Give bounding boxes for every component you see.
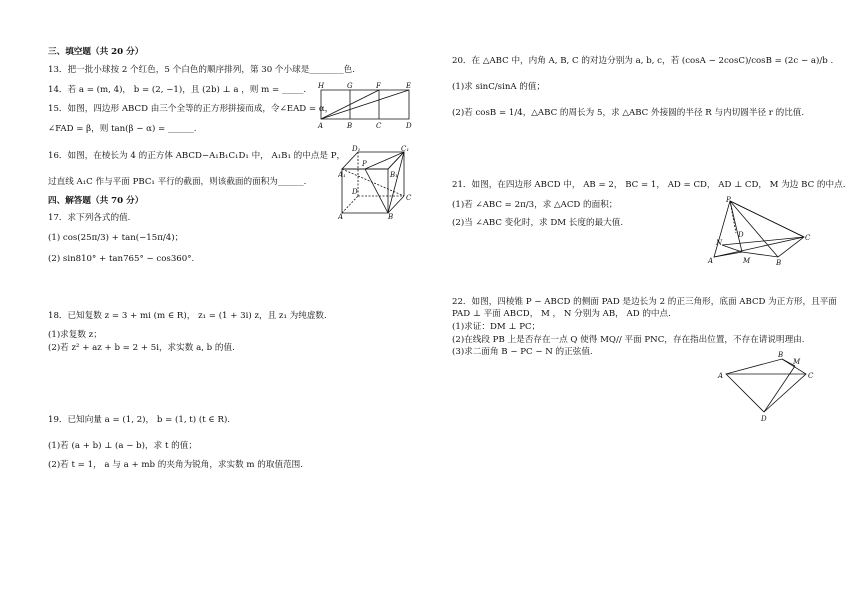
label-C: C <box>805 234 811 242</box>
figure-q22-quadrilateral <box>716 350 820 424</box>
question-18-part1: (1)求复数 z； <box>48 330 102 340</box>
question-19: 19．已知向量 a = (1, 2)， b = (1, t) (t ∈ R). <box>48 415 231 425</box>
question-20: 20．在 △ABC 中，内角 A, B, C 的对边分别为 a, b, c，若 (cosA − 2cosC)/cosB = (2c − a)/b . <box>452 56 834 66</box>
label-D: D <box>352 188 358 196</box>
label-B: B <box>388 213 394 219</box>
question-17-part1: (1) cos(25π/3) + tan(−15π/4)； <box>48 233 184 243</box>
section4-heading: 四、解答题（共 70 分） <box>48 196 144 206</box>
question-20-part1: (1)求 sinC/sinA 的值； <box>452 82 546 92</box>
label-G: G <box>347 82 353 90</box>
question-16-line1: 16．如图，在棱长为 4 的正方体 ABCD−A₁B₁C₁D₁ 中， A₁B₁ 的中点是 P， <box>48 151 346 161</box>
question-17-part2: (2) sin810° + tan765° − cos360°. <box>48 254 195 264</box>
label-A: A <box>338 213 344 219</box>
label-E: E <box>406 82 412 90</box>
question-18: 18．已知复数 z = 3 + mi (m ∈ R)， z₁ = (1 + 3i) z，且 z₁ 为纯虚数. <box>48 311 327 321</box>
label-D: D <box>738 231 744 239</box>
figure-q15-squares <box>313 80 418 130</box>
question-21-part1: (1)若 ∠ABC = 2π/3，求 △ACD 的面积； <box>452 200 618 210</box>
question-21: 21．如图，在四边形 ABCD 中， AB = 2， BC = 1， AD = CD， AD ⊥ CD， M 为边 BC 的中点. <box>452 180 846 190</box>
label-F: F <box>376 82 381 90</box>
label-D1: D₁ <box>352 145 361 153</box>
label-B: B <box>776 259 782 267</box>
label-D: D <box>406 122 412 130</box>
section3-heading: 三、填空题（共 20 分） <box>48 47 144 57</box>
label-M: M <box>793 358 801 366</box>
question-15-line2: ∠FAD = β，则 tan(β − α) = ______. <box>48 124 197 134</box>
question-19-part1: (1)若 (a + b) ⊥ (a − b)，求 t 的值； <box>48 441 197 451</box>
label-A: A <box>718 372 724 380</box>
label-A: A <box>708 257 714 265</box>
question-19-part2: (2)若 t = 1， a 与 a + mb 的夹角为锐角，求实数 m 的取值范围. <box>48 460 304 470</box>
question-18-part2: (2)若 z² + az + b = 2 + 5i，求实数 a, b 的值. <box>48 343 235 353</box>
label-C: C <box>376 122 382 130</box>
label-C1: C₁ <box>401 145 410 153</box>
label-P: P <box>726 196 731 204</box>
question-22-part3: (3)求二面角 B − PC − N 的正弦值. <box>452 347 593 357</box>
question-17-title: 17．求下列各式的值. <box>48 213 131 223</box>
question-13: 13．把一批小球按 2 个红色，5 个白色的顺序排列，第 30 个小球是________色. <box>48 65 356 75</box>
question-22-line2: PAD ⊥ 平面 ABCD， M ， N 分别为 AB， AD 的中点. <box>452 309 671 319</box>
label-B: B <box>347 122 353 130</box>
label-H: H <box>318 82 325 90</box>
question-20-part2: (2)若 cosB = 1/4，△ABC 的周长为 5，求 △ABC 外接圆的半径 R 与内切圆半径 r 的比值. <box>452 108 805 118</box>
label-P: P <box>362 160 367 168</box>
label-C: C <box>406 194 412 202</box>
label-M: M <box>743 257 751 265</box>
question-22-part1: (1)求证：DM ⊥ PC； <box>452 322 541 332</box>
label-A: A <box>318 122 324 130</box>
label-C: C <box>808 372 814 380</box>
label-N: N <box>716 239 723 247</box>
question-15-line1: 15．如图，四边形 ABCD 由三个全等的正方形拼接而成，令∠EAD = α， <box>48 104 334 114</box>
question-22-part2: (2)在线段 PB 上是否存在一点 Q 使得 MQ// 平面 PNC，存在指出位置，不存在请说明理由. <box>452 335 805 345</box>
label-B1: B₁ <box>390 171 398 179</box>
figure-q21-pyramid <box>704 195 814 267</box>
figure-q16-cube <box>338 143 416 219</box>
question-22-line1: 22．如图，四棱锥 P − ABCD 的侧面 PAD 是边长为 2 的正三角形，底面 ABCD 为正方形，且平面 <box>452 297 837 307</box>
question-14: 14．若 a = (m, 4)， b = (2, −1)，且 (2b) ⊥ a ，则 m = _____. <box>48 85 307 95</box>
label-B: B <box>778 351 784 359</box>
label-A1: A₁ <box>338 171 346 179</box>
label-D: D <box>761 415 767 423</box>
question-21-part2: (2)当 ∠ABC 变化时，求 DM 长度的最大值. <box>452 218 624 228</box>
question-16-line2: 过直线 A₁C 作与平面 PBC₁ 平行的截面，则该截面的面积为______. <box>48 177 307 187</box>
